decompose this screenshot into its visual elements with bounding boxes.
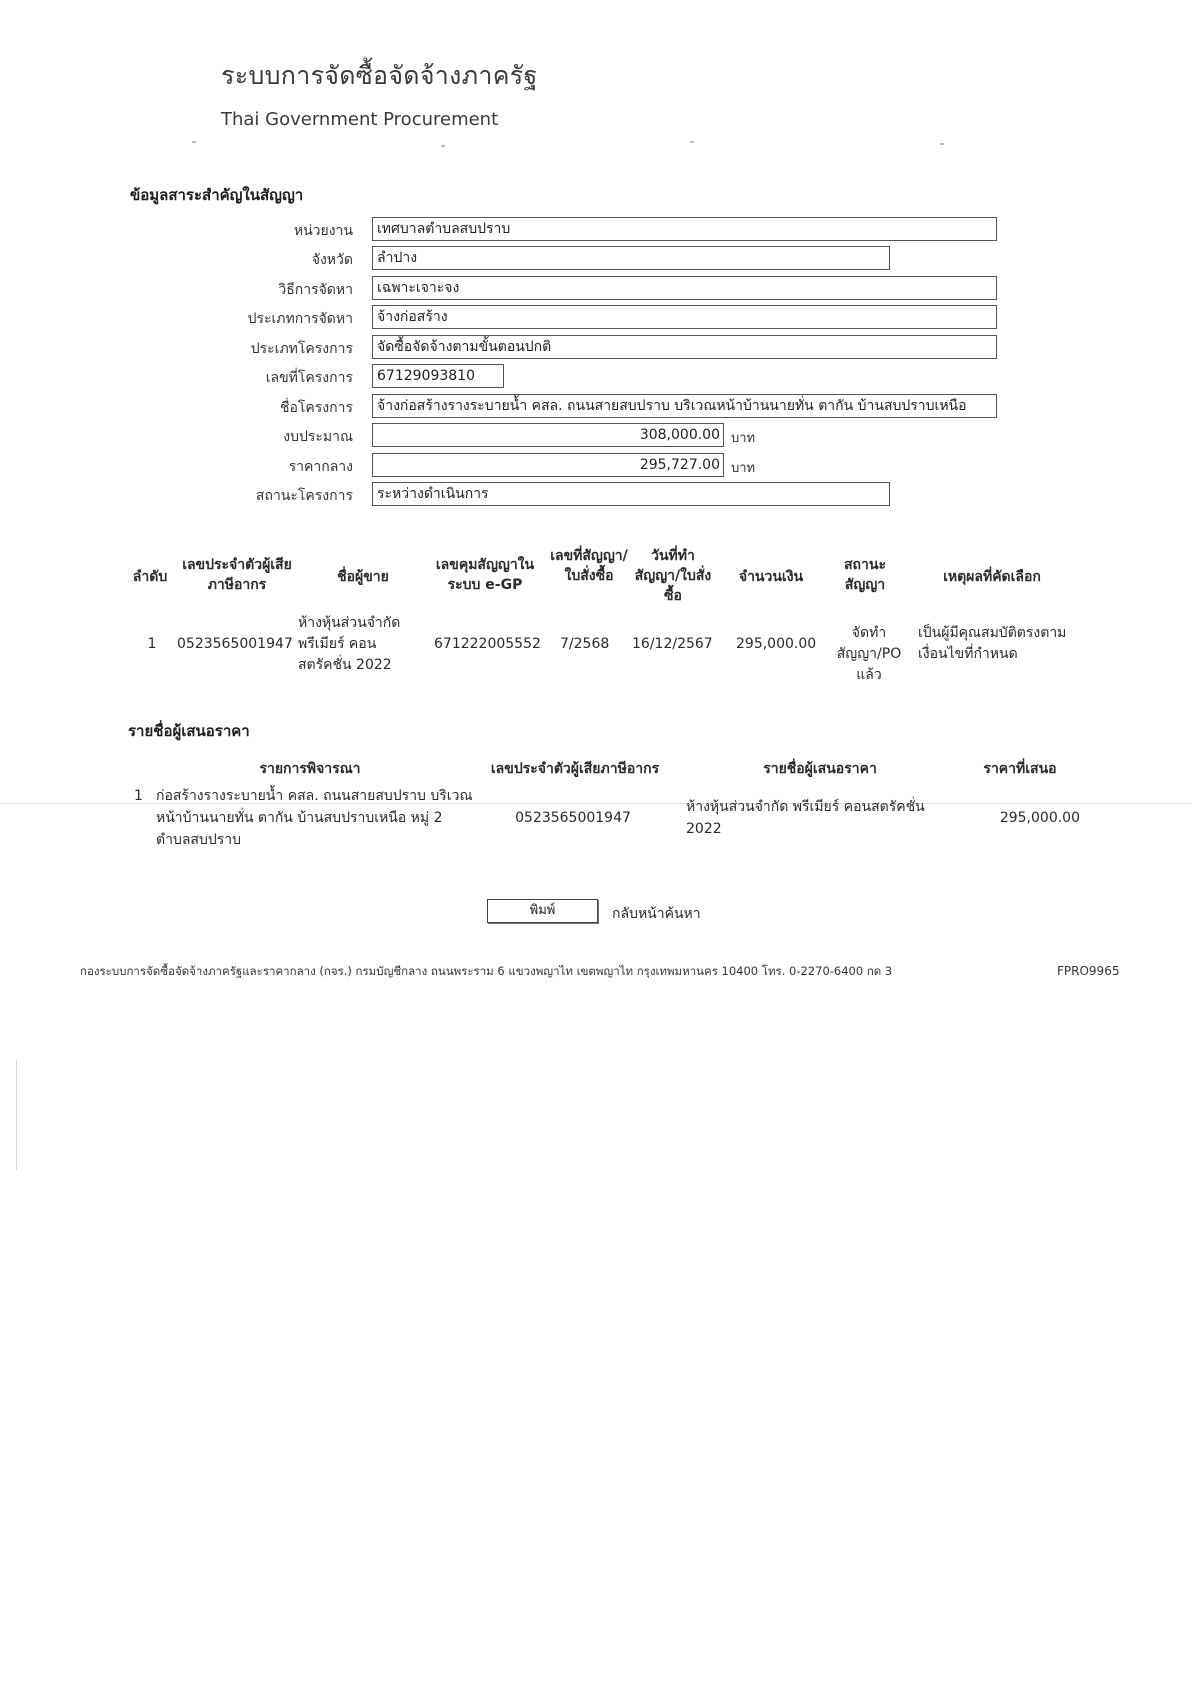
footer-code: FPRO9965 (1057, 964, 1120, 978)
scan-speck (690, 141, 694, 143)
field-label: จังหวัด (311, 252, 353, 268)
scan-speck (940, 143, 944, 145)
col-header-contract-no: เลขที่สัญญา/ใบสั่งซื้อ (550, 548, 628, 584)
field-procurement-type (0, 305, 1000, 330)
col-header-item: รายการพิจารณา (259, 761, 361, 777)
field-median-price (0, 453, 1000, 478)
row-tax-id: 0523565001947 (177, 636, 293, 652)
project-no-value: 67129093810 (372, 364, 504, 388)
back-to-search-link[interactable]: กลับหน้าค้นหา (612, 906, 701, 922)
col-header-egp-no: เลขคุมสัญญาในระบบ e-GP (435, 557, 535, 593)
project-name-value: จ้างก่อสร้างรางระบายน้ำ คสล. ถนนสายสบปราบ บริเวณหน้าบ้านนายทั่น ตากัน บ้านสบปราบเหนือ (372, 394, 997, 418)
field-project-no (0, 364, 1000, 389)
col-header-amount: จำนวนเงิน (738, 569, 804, 585)
budget-value: 308,000.00 (372, 423, 724, 447)
field-label: ประเภทการจัดหา (247, 311, 353, 327)
header-title-english: Thai Government Procurement (221, 109, 499, 130)
row-amount: 295,000.00 (736, 636, 817, 652)
col-header-seller: ชื่อผู้ขาย (337, 569, 389, 585)
col-header-seq: ลำดับ (132, 569, 168, 585)
field-agency (0, 217, 1000, 242)
col-header-price: ราคาที่เสนอ (983, 761, 1057, 777)
print-button[interactable]: พิมพ์ (487, 899, 598, 923)
project-type-value: จัดซื้อจัดจ้างตามขั้นตอนปกติ (372, 335, 997, 359)
field-label: ประเภทโครงการ (250, 341, 353, 357)
row-contract-date: 16/12/2567 (632, 636, 713, 652)
scan-artifact (16, 1060, 17, 1170)
row-egp-no: 671222005552 (434, 636, 541, 652)
field-label: สถานะโครงการ (255, 488, 353, 504)
field-label: ราคากลาง (288, 459, 353, 475)
field-project-type (0, 335, 1000, 360)
field-method (0, 276, 1000, 301)
median-price-value: 295,727.00 (372, 453, 724, 477)
col-header-reason: เหตุผลที่คัดเลือก (943, 569, 1041, 585)
scan-speck (441, 145, 445, 147)
col-header-contract-date: วันที่ทำสัญญา/ใบสั่งซื้อ (634, 548, 712, 604)
col-header-bidder: รายชื่อผู้เสนอราคา (763, 761, 877, 777)
contract-info-title: ข้อมูลสาระสำคัญในสัญญา (130, 186, 304, 204)
col-header-tax-id: เลขประจำตัวผู้เสียภาษีอากร (182, 557, 292, 593)
field-label: ชื่อโครงการ (279, 400, 353, 416)
row-reason: เป็นผู้มีคุณสมบัติตรงตามเงื่อนไขที่กำหนด (918, 625, 1067, 662)
col-header-bidder-tax-id: เลขประจำตัวผู้เสียภาษีอากร (490, 761, 660, 777)
row-seq: 1 (147, 636, 157, 652)
agency-value: เทศบาลตำบลสบปราบ (372, 217, 997, 241)
status-value: ระหว่างดำเนินการ (372, 482, 890, 506)
row-contract-no: 7/2568 (560, 636, 610, 652)
bidder-row-item: ก่อสร้างรางระบายน้ำ คสล. ถนนสายสบปราบ บริเวณหน้าบ้านนายทั่น ตากัน บ้านสบปราบเหนือ หมู่ 2 ตำบลสบปราบ (156, 788, 473, 848)
field-project-name (0, 394, 1000, 419)
procurement-type-value: จ้างก่อสร้าง (372, 305, 997, 329)
row-seller: ห้างหุ้นส่วนจำกัด พรีเมียร์ คอนสตรัคชั่น 2022 (298, 615, 401, 673)
median-price-unit: บาท (731, 461, 756, 476)
method-value: เฉพาะเจาะจง (372, 276, 997, 300)
bidders-title: รายชื่อผู้เสนอราคา (128, 722, 250, 740)
field-label: วิธีการจัดหา (278, 282, 353, 298)
row-contract-status: จัดทำสัญญา/PO แล้ว (836, 625, 902, 683)
province-value: ลำปาง (372, 246, 890, 270)
field-budget (0, 423, 1000, 448)
field-status (0, 482, 1000, 507)
budget-unit: บาท (731, 431, 756, 446)
field-label: เลขที่โครงการ (265, 370, 353, 386)
field-label: หน่วยงาน (293, 223, 353, 239)
footer-address: กองระบบการจัดซื้อจัดจ้างภาครัฐและราคากลาง (กจร.) กรมบัญชีกลาง ถนนพระราม 6 แขวงพญาไท เขตพญาไท กรุงเทพมหานคร 10400 โทร. 0-2270-6400 กด 3 (80, 964, 893, 978)
bidder-row-name: ห้างหุ้นส่วนจำกัด พรีเมียร์ คอนสตรัคชั่น 2022 (686, 799, 925, 837)
bidder-row-tax-id: 0523565001947 (515, 810, 631, 826)
scan-speck (192, 141, 196, 143)
header-title-thai: ระบบการจัดซื้อจัดจ้างภาครัฐ (221, 61, 538, 90)
field-label: งบประมาณ (283, 429, 353, 445)
bidder-row-seq: 1 (134, 788, 143, 804)
col-header-contract-status: สถานะสัญญา (844, 557, 886, 593)
field-province (0, 246, 1000, 271)
bidder-row-price: 295,000.00 (999, 810, 1080, 826)
